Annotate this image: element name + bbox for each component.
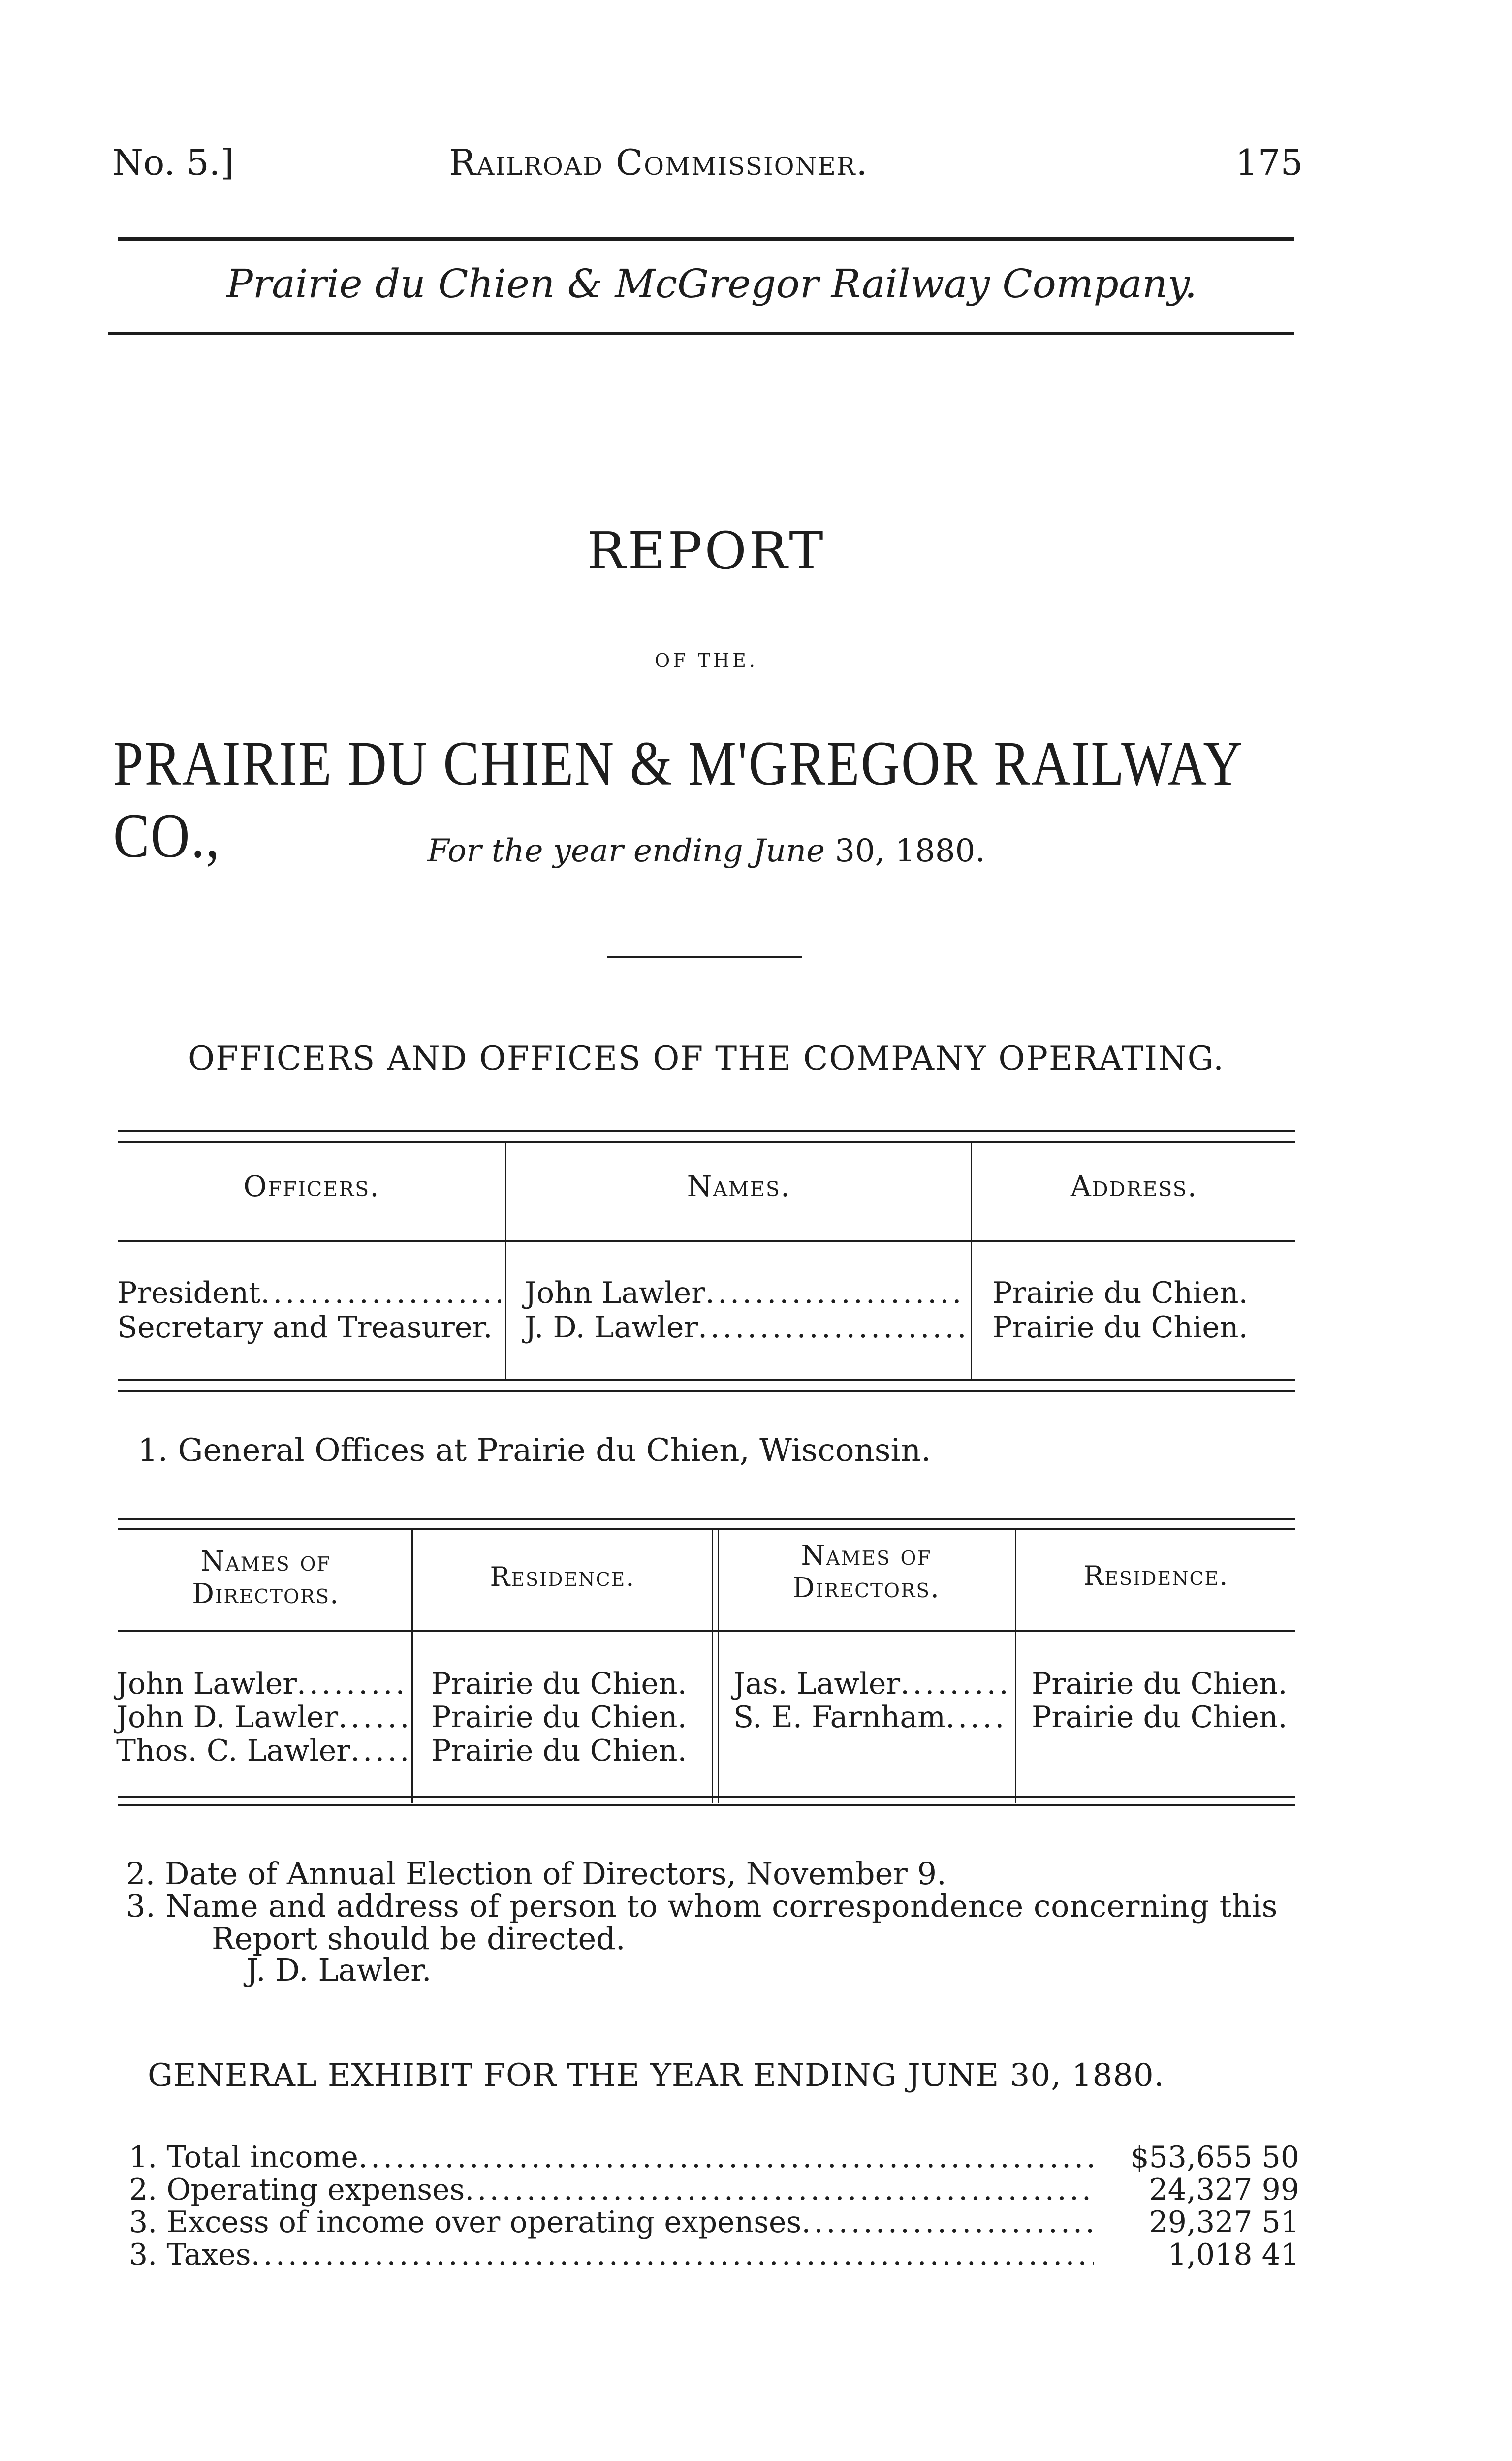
item-3-line-3: J. D. Lawler. bbox=[246, 1952, 432, 1988]
officers-header-names: Names. bbox=[687, 1169, 791, 1203]
directors-table-top-rule-2 bbox=[118, 1528, 1295, 1530]
exhibit-heading: GENERAL EXHIBIT FOR THE YEAR ENDING JUNE 30, 1880. bbox=[148, 2057, 1165, 2094]
of-the: OF THE. bbox=[655, 650, 758, 671]
dot-leader bbox=[705, 1276, 966, 1310]
officers-header-rule bbox=[118, 1240, 1295, 1242]
table-row-residence: Prairie du Chien. bbox=[431, 1667, 687, 1701]
table-row: Jas. Lawler ..... bbox=[733, 1667, 1009, 1701]
table-row: Secretary and Treasurer. bbox=[117, 1310, 493, 1345]
exhibit-amount: 1,018 41 bbox=[1167, 2238, 1299, 2272]
directors-col-divider-2a bbox=[712, 1530, 713, 1803]
directors-header-residence-left: Residence. bbox=[490, 1561, 635, 1592]
dot-leader bbox=[297, 1667, 407, 1701]
report-title: REPORT bbox=[587, 521, 826, 581]
dot-leader bbox=[260, 1276, 501, 1310]
list-item: 3. Taxes ..... bbox=[129, 2238, 1094, 2272]
general-offices-line: 1. General Offices at Prairie du Chien, Wisconsin. bbox=[138, 1432, 931, 1469]
officers-table-top-rule-1 bbox=[118, 1130, 1295, 1132]
dot-leader bbox=[350, 1734, 407, 1768]
list-item: 3. Excess of income over operating expenses ..... bbox=[129, 2205, 1094, 2240]
directors-table-bottom-rule-2 bbox=[118, 1804, 1295, 1806]
officers-table-top-rule-2 bbox=[118, 1141, 1295, 1143]
table-row: Thos. C. Lawler ..... bbox=[116, 1734, 407, 1768]
directors-col-divider-2b bbox=[718, 1530, 719, 1803]
officers-table-bottom-rule-1 bbox=[118, 1379, 1295, 1381]
year-line bbox=[0, 833, 1413, 869]
officers-header-officers: Officers. bbox=[243, 1169, 380, 1203]
title-short-rule bbox=[607, 956, 802, 958]
dot-leader bbox=[801, 2205, 1094, 2240]
table-row-residence: Prairie du Chien. bbox=[431, 1700, 687, 1735]
table-row-residence: Prairie du Chien. bbox=[1032, 1667, 1288, 1701]
company-heading: PRAIRIE DU CHIEN & M'GREGOR RAILWAY CO., bbox=[113, 728, 1242, 871]
directors-header-rule bbox=[118, 1630, 1295, 1632]
item-3-line-2: Report should be directed. bbox=[212, 1921, 626, 1956]
header-rule-bottom bbox=[108, 332, 1294, 335]
table-row: John Lawler ..... bbox=[116, 1667, 407, 1701]
table-row: John D. Lawler ..... bbox=[116, 1700, 407, 1735]
year-line-italic: For the year ending June bbox=[427, 833, 825, 869]
table-row-name: John Lawler ..... bbox=[525, 1276, 966, 1310]
table-row-address: Prairie du Chien. bbox=[992, 1276, 1248, 1310]
directors-col-divider-1 bbox=[411, 1530, 413, 1803]
running-head-page: 175 bbox=[1235, 142, 1303, 183]
directors-header-names-left: Names of Directors. bbox=[192, 1546, 340, 1610]
directors-col-divider-3 bbox=[1015, 1530, 1016, 1803]
officers-header-address: Address. bbox=[1070, 1169, 1198, 1203]
dot-leader bbox=[900, 1667, 1009, 1701]
running-head-number: No. 5.] bbox=[112, 142, 234, 183]
list-item: 2. Operating expenses ..... bbox=[129, 2173, 1094, 2207]
officers-table-bottom-rule-2 bbox=[118, 1390, 1295, 1392]
officers-heading: OFFICERS AND OFFICES OF THE COMPANY OPERATING. bbox=[188, 1040, 1225, 1077]
table-row: S. E. Farnham ..... bbox=[733, 1700, 1009, 1735]
company-line: Prairie du Chien & McGregor Railway Company. bbox=[226, 261, 1197, 307]
table-row-residence: Prairie du Chien. bbox=[1032, 1700, 1288, 1735]
exhibit-amount: 29,327 51 bbox=[1149, 2205, 1299, 2240]
directors-header-residence-right: Residence. bbox=[1083, 1560, 1229, 1591]
dot-leader bbox=[698, 1310, 966, 1345]
directors-table-top-rule-1 bbox=[118, 1518, 1295, 1520]
table-row-address: Prairie du Chien. bbox=[992, 1310, 1248, 1345]
table-row-residence: Prairie du Chien. bbox=[431, 1734, 687, 1768]
directors-header-names-right: Names of Directors. bbox=[792, 1540, 940, 1604]
item-3-line-1: 3. Name and address of person to whom correspondence concerning this bbox=[126, 1888, 1278, 1924]
dot-leader bbox=[465, 2173, 1094, 2207]
directors-table-bottom-rule-1 bbox=[118, 1796, 1295, 1798]
year-line-plain: 30, 1880. bbox=[835, 833, 985, 869]
dot-leader bbox=[338, 1700, 407, 1735]
table-row-name: J. D. Lawler ..... bbox=[525, 1310, 966, 1345]
exhibit-amount: 24,327 99 bbox=[1149, 2173, 1299, 2207]
header-rule-top bbox=[118, 237, 1294, 241]
table-row: President ..... bbox=[117, 1276, 501, 1310]
officers-col-divider-2 bbox=[971, 1143, 972, 1379]
item-2: 2. Date of Annual Election of Directors, November 9. bbox=[126, 1856, 946, 1892]
dot-leader bbox=[251, 2238, 1094, 2272]
officers-col-divider-1 bbox=[505, 1143, 506, 1379]
list-item: 1. Total income ..... bbox=[129, 2140, 1094, 2175]
exhibit-amount: $53,655 50 bbox=[1130, 2140, 1299, 2175]
running-head-title: Railroad Commissioner. bbox=[449, 142, 869, 183]
dot-leader bbox=[358, 2140, 1094, 2175]
dot-leader bbox=[945, 1700, 1009, 1735]
